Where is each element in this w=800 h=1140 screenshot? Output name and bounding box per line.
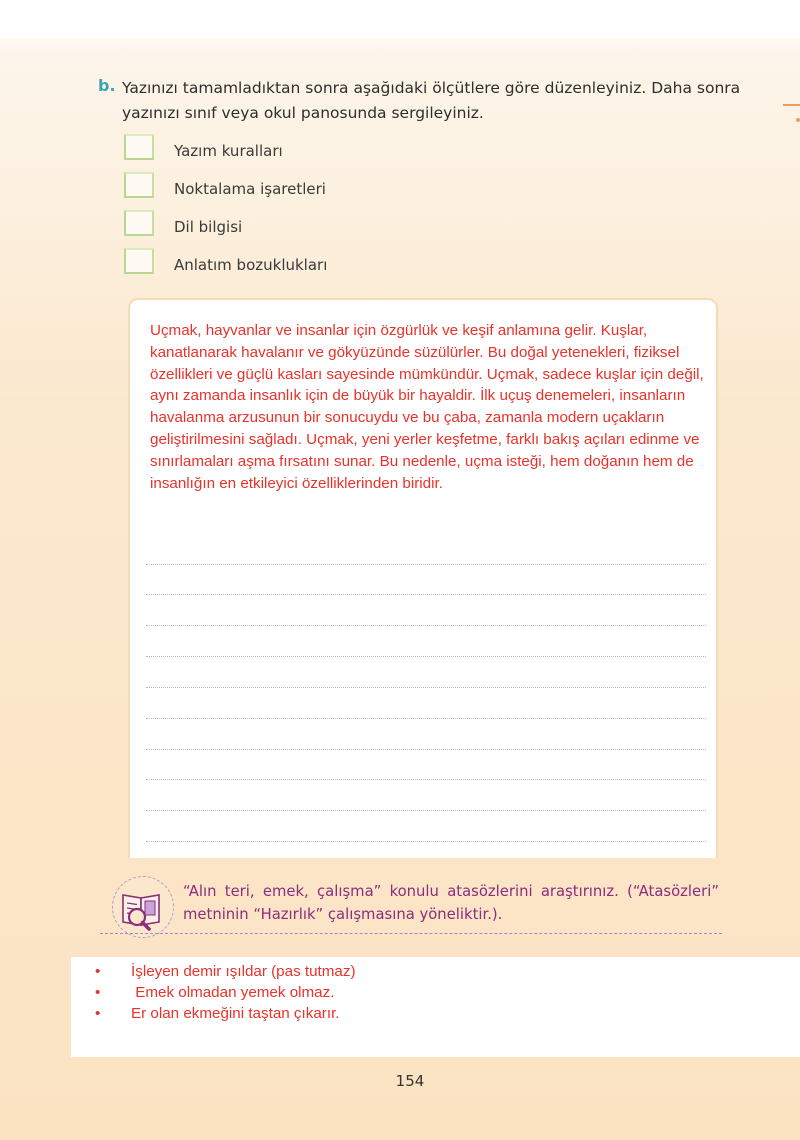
writing-line [146, 749, 706, 750]
proverb-text: Emek olmadan yemek olmaz. [131, 984, 335, 1001]
proverb-text: Er olan ekmeğini taştan çıkarır. [131, 1005, 340, 1022]
essay-text: Uçmak, hayvanlar ve insanlar için özgürlük ve keşif anlamına gelir. Kuşlar, kanatlanarak havalanır ve gökyüzünde süzülürler. Bu doğal yetenekleri, fiziksel özellikleri ve güçlü kasları sayesinde mümkündür. Uçmak, sadece kuşlar için değil, aynı zamanda insanlık için de büyük bir hayaldir. İlk uçuş denemeleri, insanların havalanma arzusunun bir sonucuydu ve bu çaba, zamanla modern uçakların geliştirilmesini sağladı. Uçmak, yeni yerler keşfetme, farklı bakış açıları edinme ve sınırlamaları aşma fırsatını sunar. Bu nedenle, uçma isteği, hem doğanın hem de insanlığın en etkileyici özelliklerinden biridir. [150, 322, 704, 492]
bullet: • [95, 984, 101, 1001]
criteria-label: Dil bilgisi [174, 218, 243, 236]
criteria-label: Noktalama işaretleri [174, 180, 326, 198]
book-magnifier-icon [115, 881, 171, 937]
bullet: • [95, 963, 101, 980]
writing-line [146, 687, 706, 688]
writing-box[interactable] [128, 298, 718, 858]
edge-mark [783, 104, 800, 106]
criteria-checkbox[interactable] [124, 134, 154, 160]
writing-line [146, 625, 706, 626]
criteria-label: Yazım kuralları [174, 142, 283, 160]
dashed-divider [100, 933, 722, 934]
question-text: Yazınızı tamamladıktan sonra aşağıdaki ölçütlere göre düzenleyiniz. Daha sonra yazınızı sınıf veya okul panosunda sergileyiniz. [122, 79, 741, 122]
edge-dot [796, 118, 800, 122]
writing-line [146, 841, 706, 842]
research-badge [112, 876, 174, 938]
bullet: • [95, 1005, 101, 1022]
research-prompt: “Alın teri, emek, çalışma” konulu atasözlerini araştırınız. (“Atasözleri” metninin “Hazırlık” çalışmasına yöneliktir.). [183, 883, 719, 923]
writing-line [146, 718, 706, 719]
criteria-checkbox[interactable] [124, 210, 154, 236]
writing-line [146, 656, 706, 657]
top-margin [0, 0, 800, 38]
question-letter: b. [98, 76, 116, 95]
writing-line [146, 779, 706, 780]
proverb-text: İşleyen demir ışıldar (pas tutmaz) [131, 963, 356, 980]
criteria-checkbox[interactable] [124, 172, 154, 198]
criteria-checkbox[interactable] [124, 248, 154, 274]
writing-line [146, 810, 706, 811]
criteria-label: Anlatım bozuklukları [174, 256, 328, 274]
answer-box[interactable] [71, 957, 800, 1057]
page-number: 154 [395, 1072, 425, 1090]
writing-line [146, 594, 706, 595]
writing-line [146, 564, 706, 565]
